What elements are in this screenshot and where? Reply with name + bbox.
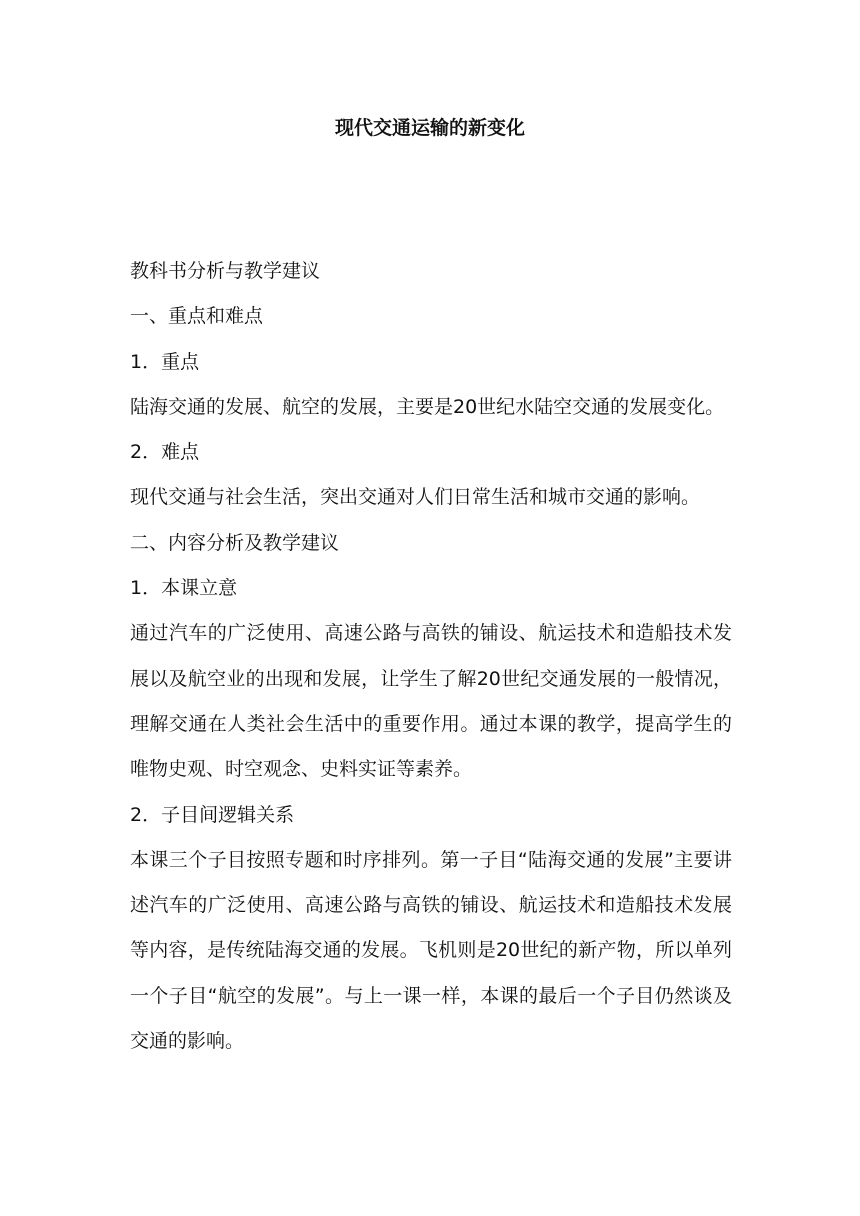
section-heading-content-analysis: 二、内容分析及教学建议: [130, 531, 340, 554]
subheading-logic: 2．子目间逻辑关系: [130, 803, 295, 826]
document-body: [130, 249, 732, 1064]
paragraph-logic: 本课三个子目按照专题和时序排列。第一子目“陆海交通的发展”主要讲述汽车的广泛使用、高速公路与高铁的铺设、航运技术和造船技术发展等内容，是传统陆海交通的发展。飞机则是20世纪的新产物，所以单列一个子目“航空的发展”。与上一课一样，本课的最后一个子目仍然谈及交通的影响。: [130, 848, 732, 1053]
subheading-lesson-intent: 1．本课立意: [130, 577, 238, 600]
paragraph-difficulty: 现代交通与社会生活，突出交通对人们日常生活和城市交通的影响。: [130, 486, 701, 509]
subheading-key-point: 1．重点: [130, 350, 200, 373]
subheading-difficulty: 2．难点: [130, 441, 200, 464]
section-label: 教科书分析与教学建议: [130, 260, 321, 282]
section-heading-key-points: 一、重点和难点: [130, 305, 264, 328]
document-title: 现代交通运输的新变化: [334, 117, 525, 139]
paragraph-key-point: 陆海交通的发展、航空的发展，主要是20世纪水陆空交通的发展变化。: [130, 395, 725, 418]
paragraph-lesson-intent: 通过汽车的广泛使用、高速公路与高铁的铺设、航运技术和造船技术发展以及航空业的出现和发展，让学生了解20世纪交通发展的一般情况，理解交通在人类社会生活中的重要作用。通过本课的教学，提高学生的唯物史观、时空观念、史料实证等素养。: [130, 622, 732, 781]
